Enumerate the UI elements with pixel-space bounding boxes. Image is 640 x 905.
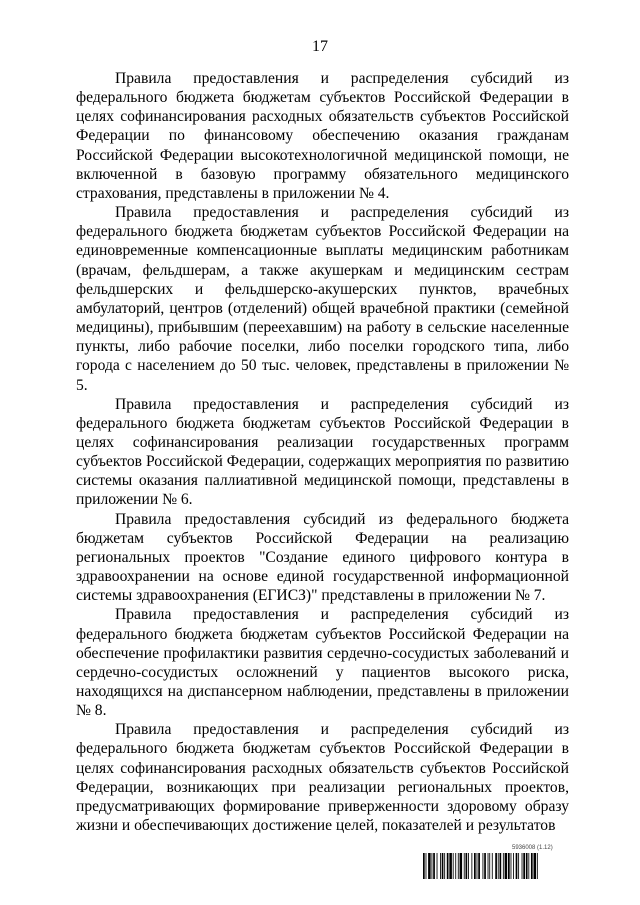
barcode-bar <box>449 853 452 879</box>
barcode-bar <box>464 853 465 879</box>
barcode-bar <box>508 853 510 879</box>
barcode-bar <box>423 853 425 879</box>
barcode-bar <box>537 853 538 879</box>
barcode-bar <box>477 853 478 879</box>
paragraph-appendix-5: Правила предоставления и распределения субсидий из федерального бюджета бюджетам субъектов Российской Федерации на единовременные компенсационные выплаты медицинским работникам (врачам, фельдшерам, а также акушеркам и медицинским сестрам фельдшерских и фельдшерско-акушерских пунктов, врачебных амбулаторий, центров (отделений) общей врачебной практики (семейной медицины), прибывшим (переехавшим) на работу в сельские населенные пункты, либо рабочие поселки, либо поселки городского типа, либо города с населением до 50 тыс. человек, представлены в приложении № 5. <box>76 204 569 394</box>
document-code: 5936008 (1.12) <box>512 845 553 851</box>
barcode <box>423 853 571 879</box>
barcode-bar <box>471 853 472 879</box>
barcode-bar <box>534 853 537 879</box>
barcode-bar <box>488 853 489 879</box>
barcode-bar <box>484 853 486 879</box>
barcode-bar <box>495 853 497 879</box>
barcode-bar <box>426 853 427 879</box>
barcode-bar <box>531 853 533 879</box>
barcode-bar <box>483 853 484 879</box>
barcode-bar <box>458 853 459 879</box>
page-number: 17 <box>312 38 328 55</box>
barcode-bar <box>489 853 490 879</box>
barcode-bar <box>437 853 438 879</box>
barcode-graphic <box>423 853 571 879</box>
barcode-bar <box>513 853 514 879</box>
barcode-bar <box>442 853 444 879</box>
barcode-bar <box>478 853 480 879</box>
barcode-bar <box>447 853 449 879</box>
barcode-bar <box>433 853 435 879</box>
barcode-bar <box>500 853 502 879</box>
barcode-bar <box>466 853 468 879</box>
paragraph-continued: Правила предоставления и распределения субсидий из федерального бюджета бюджетам субъектов Российской Федерации в целях софинансирования расходных обязательств субъектов Российской Федерации, возникающих при реализации региональных проектов, предусматривающих формирование приверженности здоровому образу жизни и обеспечивающих достижение целей, показателей и результатов <box>76 721 569 835</box>
paragraph-appendix-8: Правила предоставления и распределения субсидий из федерального бюджета бюджетам субъектов Российской Федерации на обеспечение профилактики развития сердечно-сосудистых заболеваний и сердечно-сосудистых осложнений у пациентов высокого риска, находящихся на диспансерном наблюдении, представлены в приложении № 8. <box>76 606 569 720</box>
barcode-bar <box>516 853 518 879</box>
barcode-bar <box>453 853 454 879</box>
barcode-bar <box>460 853 463 879</box>
barcode-bar <box>511 853 512 879</box>
barcode-bar <box>522 853 523 879</box>
barcode-bar <box>492 853 493 879</box>
barcode-bar <box>528 853 529 879</box>
paragraph-appendix-6: Правила предоставления и распределения субсидий из федерального бюджета бюджетам субъектов Российской Федерации в целях софинансирования реализации государственных программ субъектов Российской Федерации, содержащих мероприятия по развитию системы оказания паллиативной медицинской помощи, представлены в приложении № 6. <box>76 395 569 509</box>
barcode-bar <box>498 853 499 879</box>
barcode-bar <box>526 853 528 879</box>
barcode-bar <box>505 853 508 879</box>
paragraph-appendix-4: Правила предоставления и распределения субсидий из федерального бюджета бюджетам субъектов Российской Федерации в целях софинансирования расходных обязательств субъектов Российской Федерации по финансовому обеспечению оказания гражданам Российской Федерации высокотехнологичной медицинской помощи, не включенной в базовую программу обязательного медицинского страхования, представлены в приложении № 4. <box>76 70 569 202</box>
barcode-bar <box>428 853 431 879</box>
barcode-bar <box>432 853 433 879</box>
barcode-bar <box>474 853 476 879</box>
barcode-bar <box>523 853 525 879</box>
barcode-bar <box>468 853 469 879</box>
paragraph-appendix-7: Правила предоставления субсидий из федерального бюджета бюджетам субъектов Российской Федерации на реализацию региональных проектов "Создание единого цифрового контура в здравоохранении на основе единой государственной информационной системы здравоохранения (ЕГИСЗ)" представлены в приложении № 7. <box>76 510 569 605</box>
barcode-bar <box>440 853 441 879</box>
barcode-bar <box>455 853 456 879</box>
document-body <box>76 69 569 835</box>
barcode-bar <box>503 853 504 879</box>
barcode-bar <box>518 853 519 879</box>
barcode-bar <box>444 853 445 879</box>
